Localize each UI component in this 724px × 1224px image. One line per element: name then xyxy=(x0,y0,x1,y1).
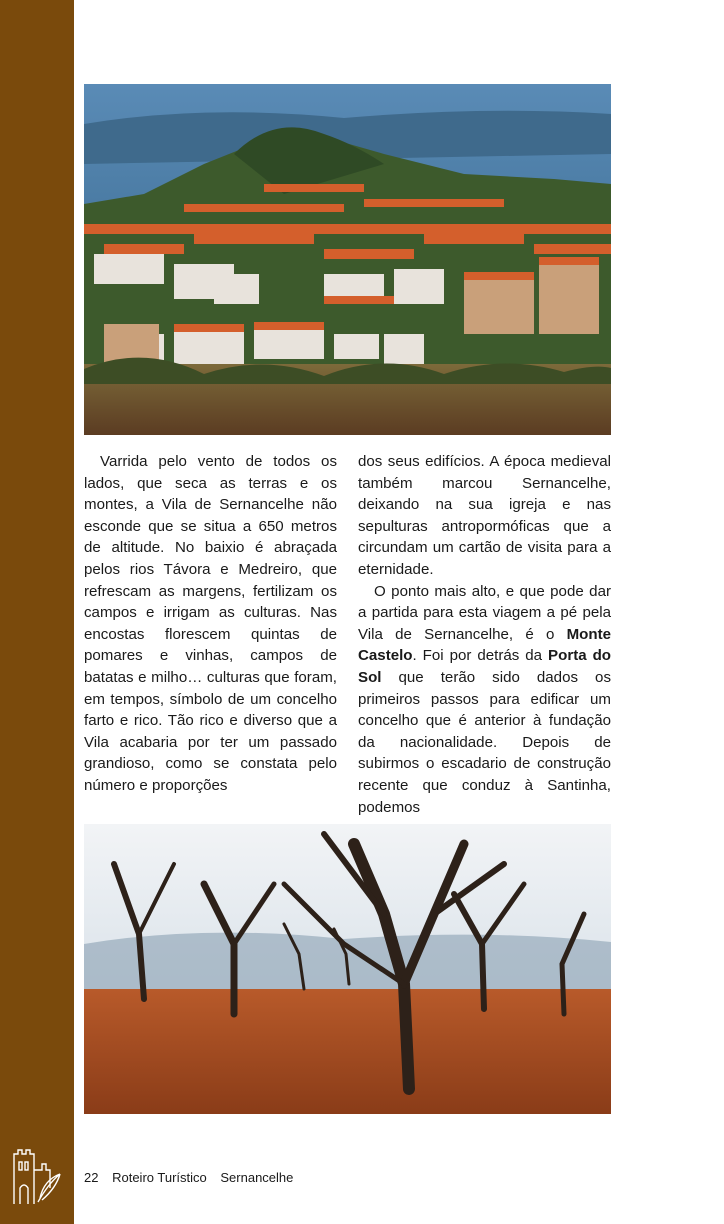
body-paragraph: Varrida pelo vento de todos os lados, que seca as terras e os montes, a Vila de Sernancelhe não esconde que se situa a 650 metros de altitude. No baixio é abraçada pelos rios Távora e Medreiro, que refrescam as margens, fertilizam os campos e irrigam as culturas. Nas encostas florescem quintas de pomares e vinhas, campos de batatas e milho… culturas que foram, em tempos, símbolo de um concelho farto e rico. Tão rico e diverso que a Vila acabaria por ter um passado grandioso, como se constata pelo número e proporções xyxy=(84,453,337,794)
page-sidebar-band xyxy=(0,0,74,1224)
guide-title: Roteiro Turístico xyxy=(112,1170,207,1185)
text-column-left xyxy=(84,451,337,797)
body-text: . Foi por detrás da xyxy=(412,647,549,665)
village-hillside-photo xyxy=(84,84,611,435)
place-name-porta-do-sol: Porta do Sol xyxy=(358,647,612,686)
text-column-right xyxy=(358,451,611,818)
body-text: que terão sido dados os primeiros passos para edificar um concelho que é anterior à fundação da nacionalidade. Depois de subirmos o escadario de construção recente que conduz à Santinha, podemos xyxy=(358,668,611,816)
castle-and-feather-icon xyxy=(8,1140,66,1208)
footer-location: Sernancelhe xyxy=(220,1170,294,1185)
page-footer xyxy=(84,1170,303,1185)
body-paragraph xyxy=(358,581,611,819)
body-text: O ponto mais alto, e que pode dar a partida para esta viagem a pé pela Vila de Sernancelhe, é o xyxy=(358,582,611,643)
place-name-monte-castelo: Monte Castelo xyxy=(358,625,611,665)
bare-orchard-trees-photo xyxy=(84,824,611,1114)
body-paragraph: dos seus edifícios. A época medieval também marcou Sernancelhe, deixando na sua igreja e nas sepulturas antropormóficas que a circundam um cartão de visita para a eternidade. xyxy=(358,453,611,578)
page-number: 22 xyxy=(84,1170,99,1185)
